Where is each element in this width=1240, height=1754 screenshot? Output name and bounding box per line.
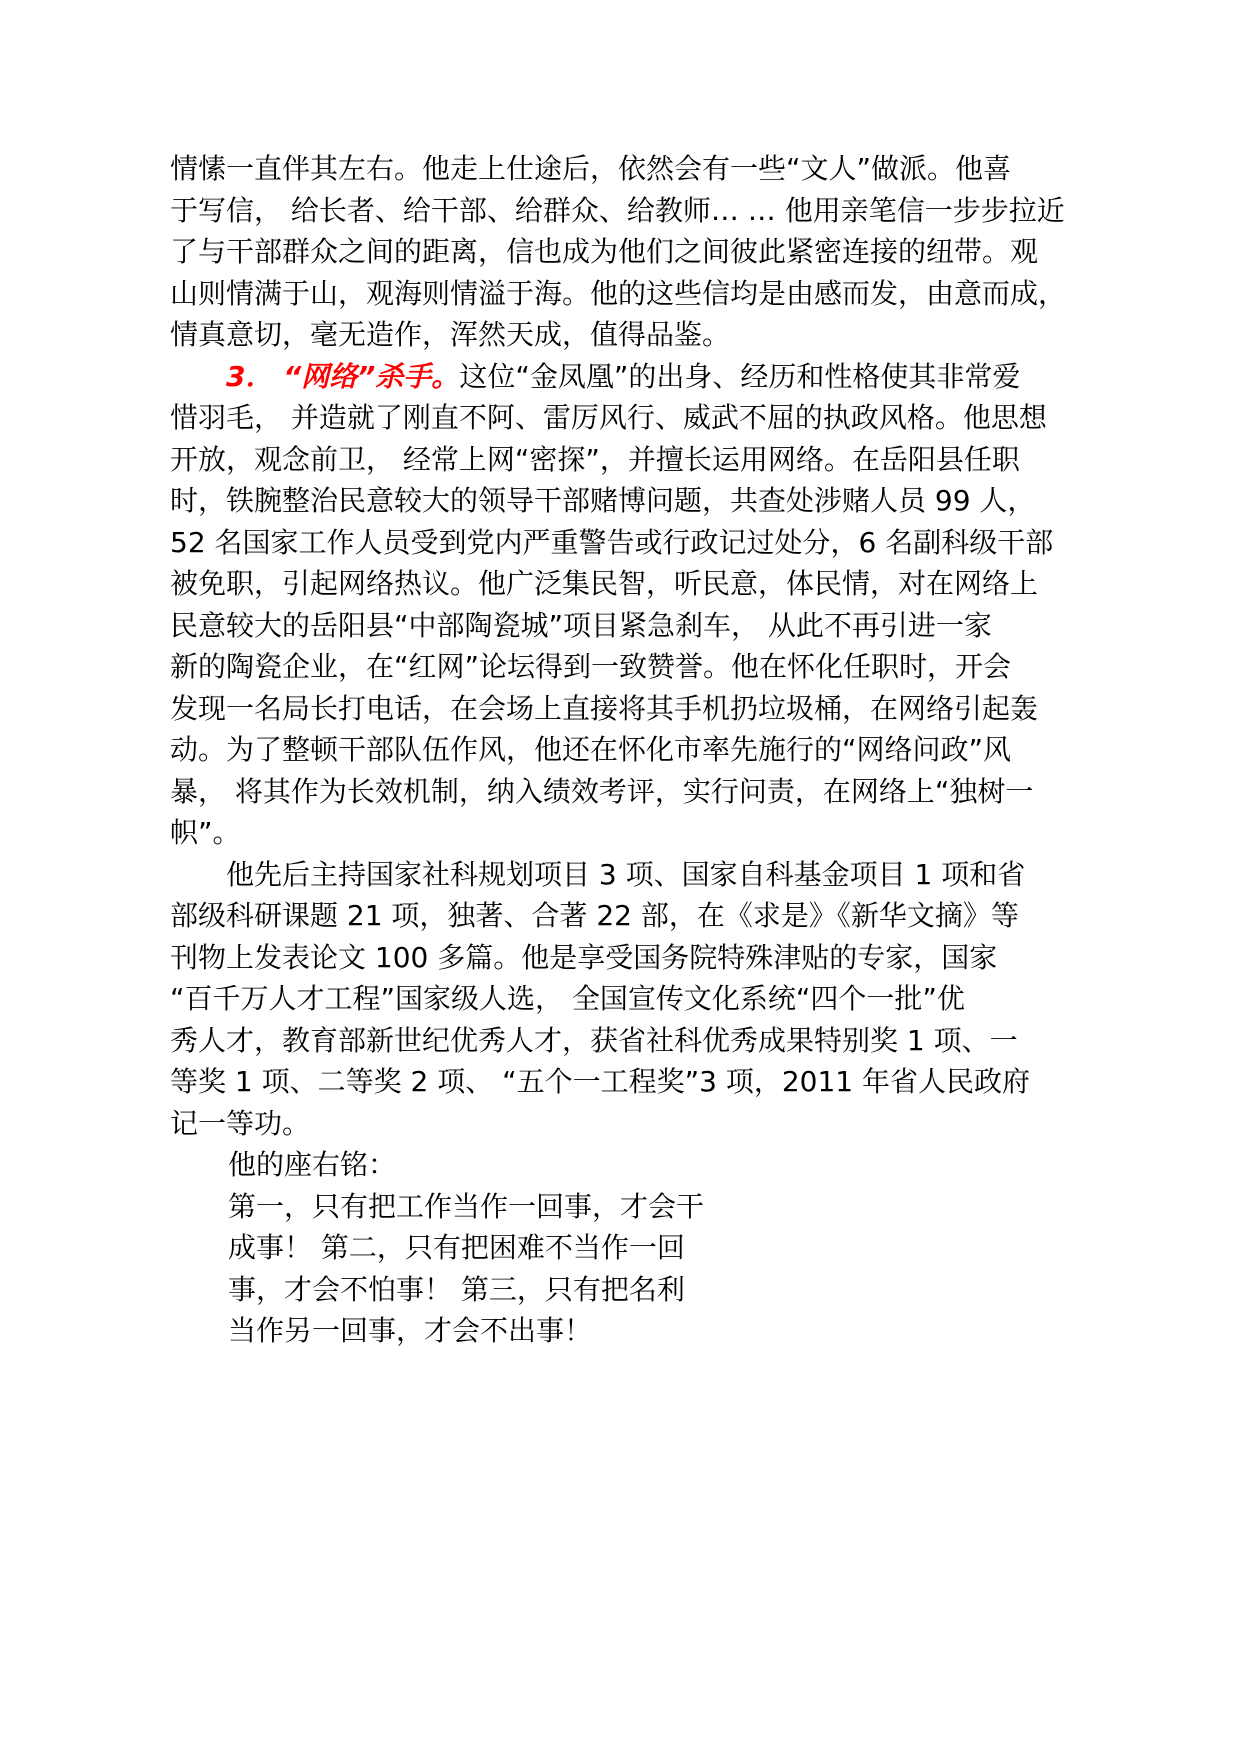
text-line: 52 名国家工作人员受到党内严重警告或行政记过处分，6 名副科级干部 <box>170 525 1054 559</box>
text-line: 帜”。 <box>170 816 241 849</box>
text-line: 情真意切，毫无造作，浑然天成，值得品鉴。 <box>170 318 731 351</box>
text-line: 他先后主持国家社科规划项目 3 项、国家自科基金项目 1 项和省 <box>226 857 1026 891</box>
text-line: 等奖 1 项、二等奖 2 项、 “五个一工程奖”3 项，2011 年省人民政府 <box>170 1065 1031 1098</box>
text-line: 民意较大的岳阳县“中部陶瓷城”项目紧急刹车， 从此不再引进一家 <box>170 608 992 642</box>
text-line: 新的陶瓷企业，在“红网”论坛得到一致赞誉。他在怀化任职时，开会 <box>170 650 1012 683</box>
text-line: 于写信， 给长者、给干部、给群众、给教师… … 他用亲笔信一步步拉近 <box>170 193 1065 227</box>
text-line: 记一等功。 <box>170 1106 311 1140</box>
text-line: 被免职，引起网络热议。他广泛集民智，听民意，体民情，对在网络上 <box>170 567 1039 600</box>
paragraph-network <box>170 356 1100 854</box>
motto-line: 当作另一回事，才会不出事！ <box>228 1314 593 1347</box>
motto-line: 事，才会不怕事！ 第三，只有把名利 <box>228 1272 685 1306</box>
paragraph-letters <box>170 148 1100 356</box>
text-line: 情愫一直伴其左右。他走上仕途后，依然会有一些“文人”做派。他喜 <box>170 152 1012 185</box>
text-line: 部级科研课题 21 项，独著、合著 22 部，在《求是》《新华文摘》等 <box>170 899 1019 932</box>
motto-title: 他的座右铭： <box>228 1148 397 1181</box>
text-line: 了与干部群众之间的距离，信也成为他们之间彼此紧密连接的纽带。观 <box>170 235 1039 268</box>
text-line: 动。为了整顿干部队伍作风，他还在怀化市率先施行的“网络问政”风 <box>170 733 1012 766</box>
text-line: 开放，观念前卫， 经常上网“密探”，并擅长运用网络。在岳阳县任职 <box>170 442 1020 476</box>
text-line: 山则情满于山，观海则情溢于海。他的这些信均是由感而发，由意而成， <box>170 276 1067 310</box>
text-line: 时，铁腕整治民意较大的领导干部赌博问题，共查处涉赌人员 99 人， <box>170 484 1036 517</box>
motto-section <box>170 1144 1100 1352</box>
text-line: 暴， 将其作为长效机制，纳入绩效考评，实行问责，在网络上“独树一 <box>170 774 1034 808</box>
text-line: 发现一名局长打电话，在会场上直接将其手机扔垃圾桶，在网络引起轰 <box>170 691 1039 725</box>
paragraph-achievements <box>170 854 1100 1145</box>
document-body <box>170 148 1100 1352</box>
text-line: “百千万人才工程”国家级人选， 全国宣传文化系统“四个一批”优 <box>170 982 965 1015</box>
text-line <box>170 356 1100 398</box>
section-heading: 3． “网络”杀手。 <box>226 359 460 393</box>
text-line: 秀人才，教育部新世纪优秀人才，获省社科优秀成果特别奖 1 项、一 <box>170 1023 1018 1057</box>
text-line: 刊物上发表论文 100 多篇。他是享受国务院特殊津贴的专家，国家 <box>170 940 998 974</box>
text-span: 这位“金凤凰”的出身、经历和性格使其非常爱 <box>459 359 1021 393</box>
text-line: 惜羽毛， 并造就了刚直不阿、雷厉风行、威武不屈的执政风格。他思想 <box>170 401 1047 434</box>
motto-line: 成事！ 第二，只有把困难不当作一回 <box>228 1231 685 1264</box>
motto-line: 第一，只有把工作当作一回事，才会干 <box>228 1189 705 1223</box>
